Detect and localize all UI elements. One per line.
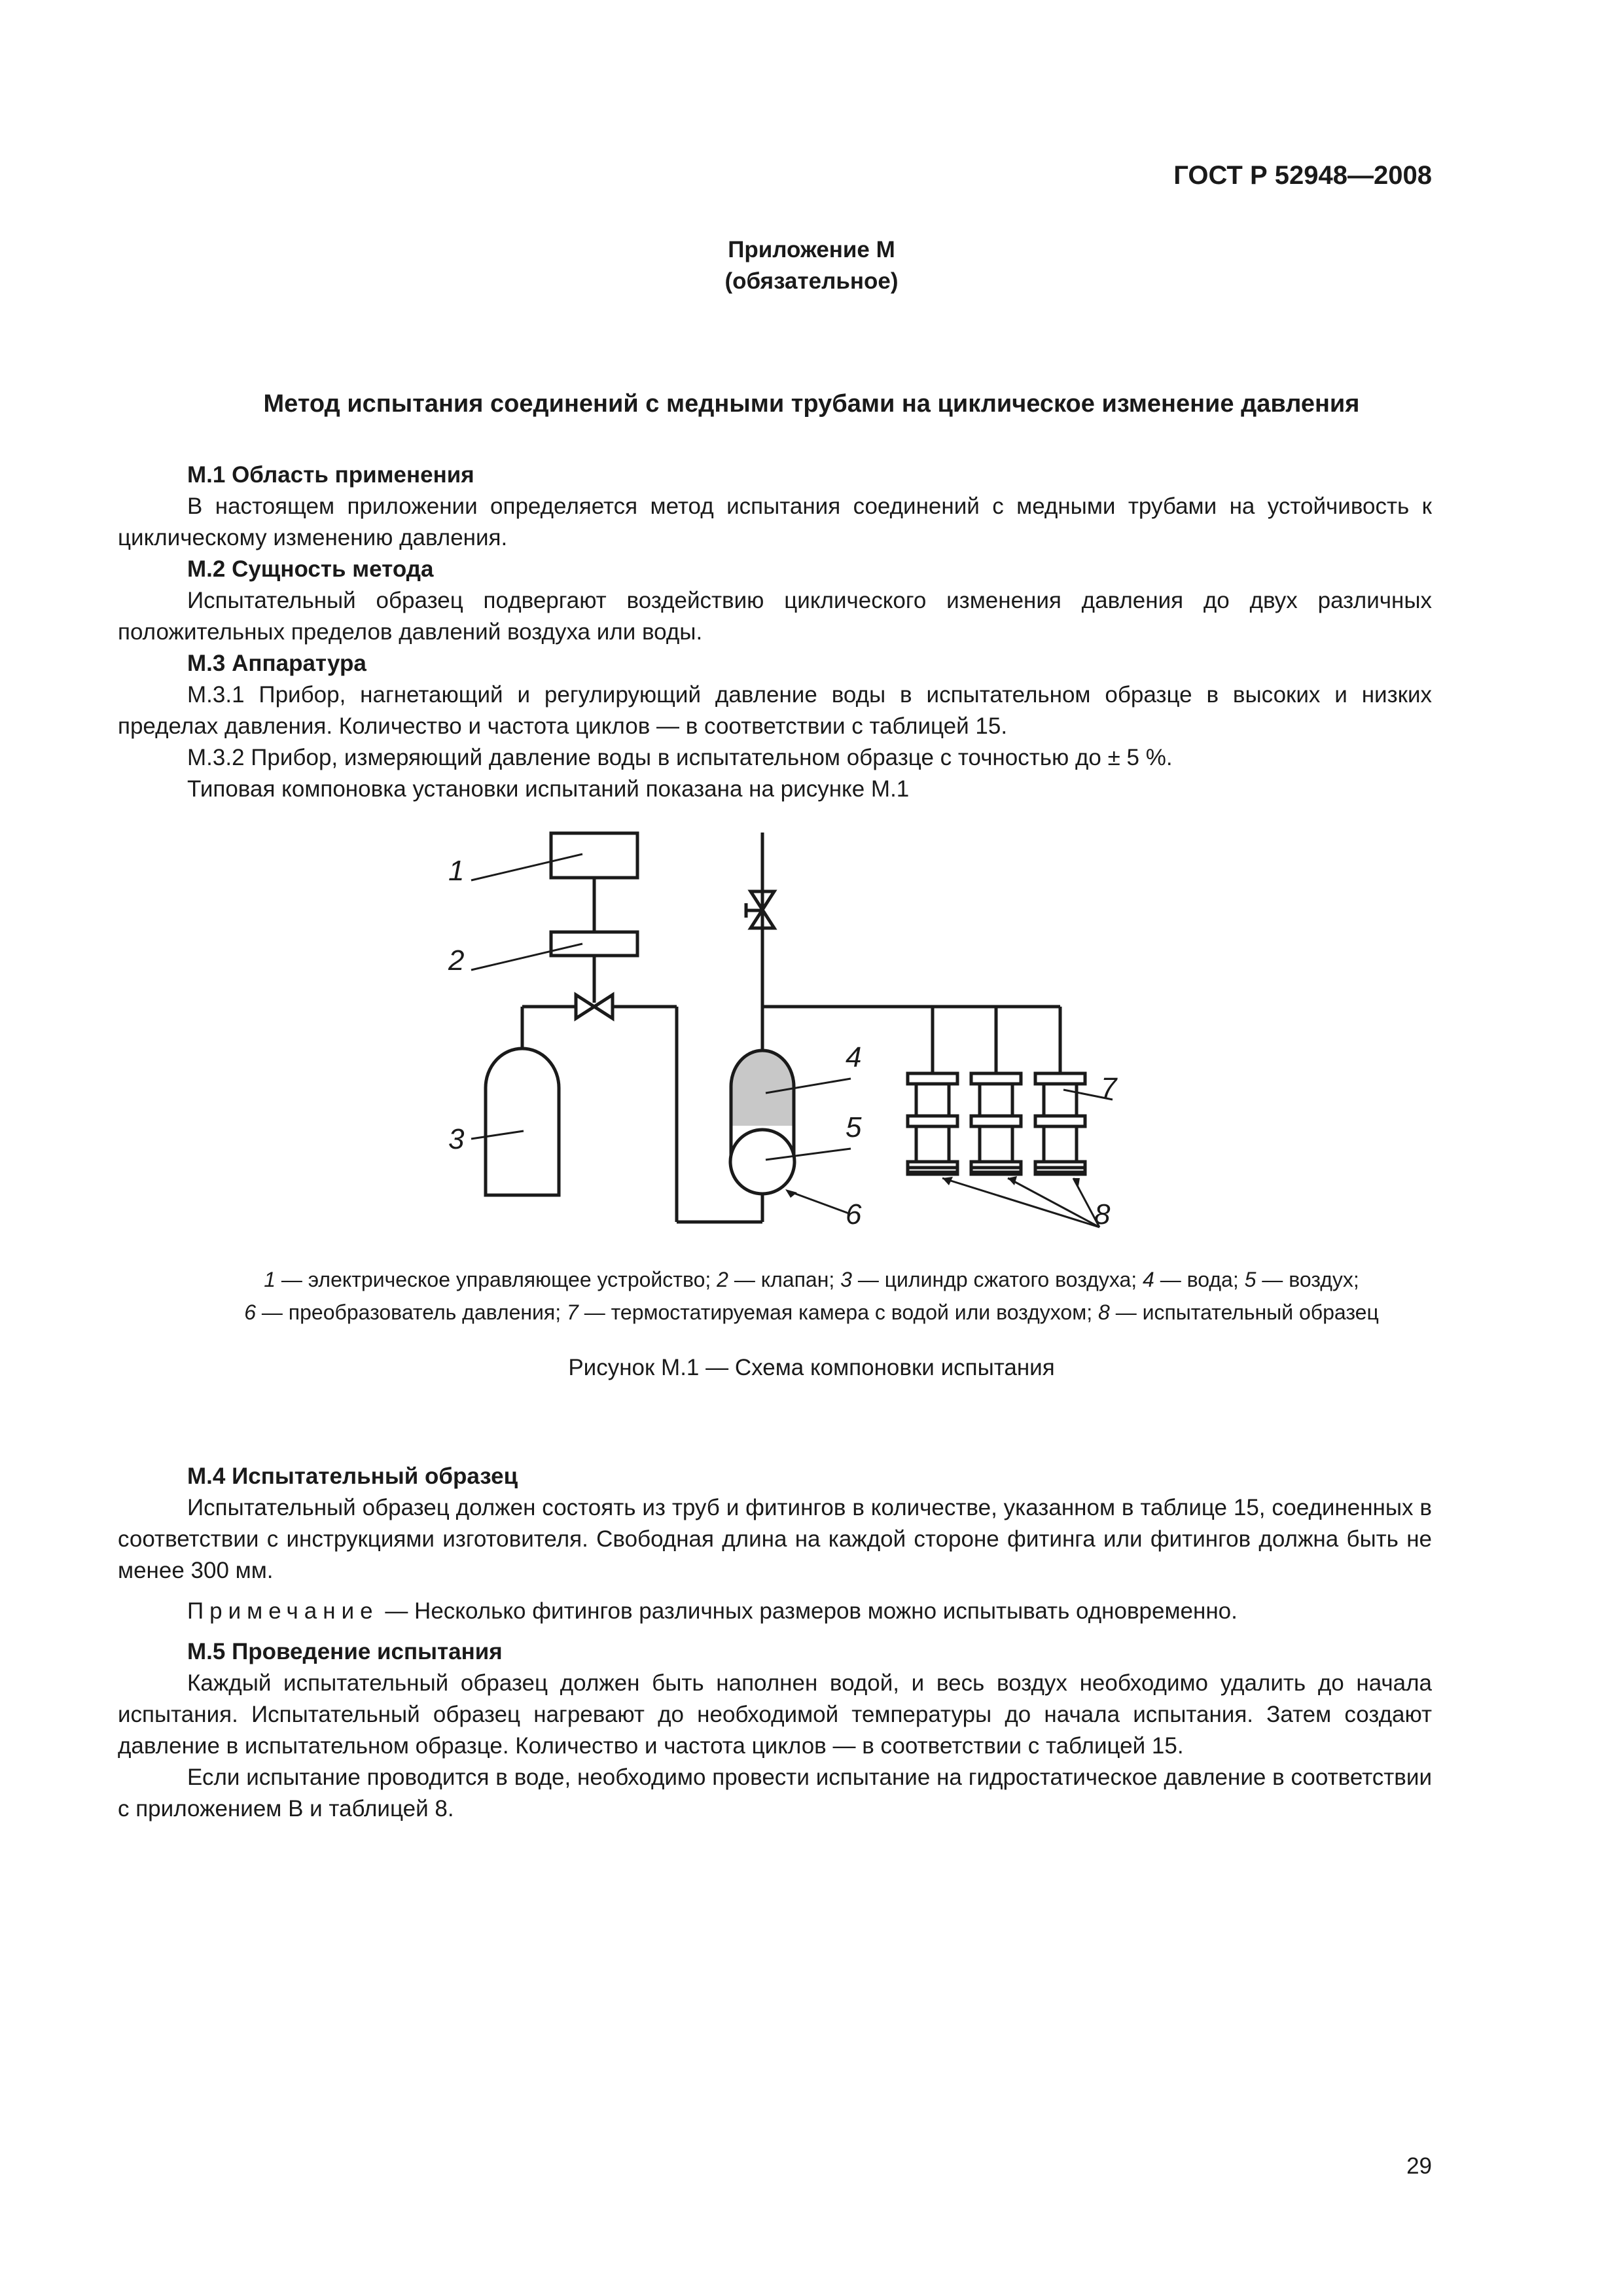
legend-num-8: 8 (1098, 1300, 1110, 1324)
appendix-label: Приложение М (728, 237, 895, 262)
test-sample-3 (1035, 1073, 1085, 1174)
section-text-m3-3: Типовая компоновка установки испытаний показана на рисунке М.1 (187, 776, 910, 802)
section-text-m1: В настоящем приложении определяется метод испытания соединений с медными трубами на устойчивость к циклическому изменению давления. (118, 493, 1432, 550)
section-title-m1: М.1 Область применения (187, 462, 474, 488)
main-valve-right (594, 995, 613, 1018)
legend-text-1: — электрическое управляющее устройство; (276, 1268, 717, 1291)
diagram-label-4: 4 (846, 1041, 862, 1073)
water-section (731, 1050, 794, 1126)
section-text-m2: Испытательный образец подвергают воздействию циклического изменения давления до двух различных положительных пределов давлений воздуха или воды. (118, 588, 1432, 645)
main-heading: Метод испытания соединений с медными трубами на циклическое изменение давления (263, 390, 1360, 418)
section-title-m2: М.2 Сущность метода (187, 556, 434, 582)
legend-num-6: 6 (244, 1300, 256, 1324)
diagram-label-3: 3 (448, 1123, 465, 1155)
legend-text-6: — преобразователь давления; (256, 1300, 567, 1324)
legend-text-4: — вода; (1154, 1268, 1245, 1291)
diagram-label-8: 8 (1094, 1198, 1111, 1230)
section-m4-m5 (118, 1461, 1432, 1825)
legend-line-2 (118, 1296, 1505, 1329)
legend-text-5: — воздух; (1256, 1268, 1359, 1291)
section-title-m3: М.3 Аппаратура (187, 651, 366, 676)
page-number: 29 (1406, 2153, 1432, 2179)
legend-text-2: — клапан; (728, 1268, 841, 1291)
diagram-label-7: 7 (1101, 1072, 1117, 1104)
section-m1-m3 (118, 459, 1432, 805)
section-text-m4: Испытательный образец должен состоять из труб и фитингов в количестве, указанном в таблице 15, соединенных в соответствии с инструкциями изготовителя. Свободная длина на каждой стороне фитинга или фитингов должна быть не менее 300 мм. (118, 1495, 1432, 1583)
document-id: ГОСТ Р 52948—2008 (1173, 161, 1432, 190)
legend-text-8: — испытательный образец (1109, 1300, 1379, 1324)
diagram-label-2: 2 (448, 944, 465, 977)
appendix-title (0, 234, 1623, 297)
test-sample-2 (971, 1073, 1021, 1174)
note (118, 1596, 1432, 1627)
air-chamber (730, 1130, 794, 1194)
legend-num-7: 7 (567, 1300, 579, 1324)
legend-num-4: 4 (1143, 1268, 1154, 1291)
legend-num-3: 3 (840, 1268, 852, 1291)
section-text-m3-1: М.3.1 Прибор, нагнетающий и регулирующий давление воды в испытательном образце в высоких и низких пределах давления. Количество и частота циклов — в соответствии с таблицей 15. (118, 682, 1432, 739)
figure-legend (118, 1263, 1505, 1329)
diagram-label-1: 1 (448, 855, 465, 887)
legend-num-2: 2 (717, 1268, 728, 1291)
note-text: — Несколько фитингов различных размеров можно испытывать одновременно. (378, 1598, 1238, 1624)
test-sample-1 (908, 1073, 957, 1174)
section-text-m3-2: М.3.2 Прибор, измеряющий давление воды в испытательном образце с точностью до ± 5 %. (187, 745, 1173, 770)
legend-num-1: 1 (264, 1268, 276, 1291)
section-text-m5-1: Каждый испытательный образец должен быть наполнен водой, и весь воздух необходимо удалить до начала испытания. Испытательный образец нагревают до необходимой температуры до начала испытания. Затем создают давление в испытательном образце. Количество и частота циклов — в соответствии с таблицей 15. (118, 1670, 1432, 1759)
valve-actuator-box (551, 932, 637, 956)
section-text-m5-2: Если испытание проводится в воде, необходимо провести испытание на гидростатическое давление в соответствии с приложением В и таблицей 8. (118, 1765, 1432, 1821)
legend-text-3: — цилиндр сжатого воздуха; (851, 1268, 1143, 1291)
control-device-box (551, 833, 637, 878)
legend-text-7: — термостатируемая камера с водой или воздухом; (578, 1300, 1098, 1324)
section-title-m4: М.4 Испытательный образец (187, 1463, 518, 1489)
legend-num-5: 5 (1244, 1268, 1257, 1291)
diagram-label-6: 6 (846, 1198, 862, 1230)
section-title-m5: М.5 Проведение испытания (187, 1639, 503, 1664)
figure-caption: Рисунок М.1 — Схема компоновки испытания (568, 1355, 1055, 1380)
note-label: Примечание (187, 1598, 379, 1624)
appendix-status: (обязательное) (724, 268, 899, 294)
legend-line-1 (118, 1263, 1505, 1296)
diagram-label-5: 5 (846, 1111, 862, 1143)
test-setup-diagram (0, 805, 1623, 1263)
air-cylinder (486, 1049, 559, 1195)
